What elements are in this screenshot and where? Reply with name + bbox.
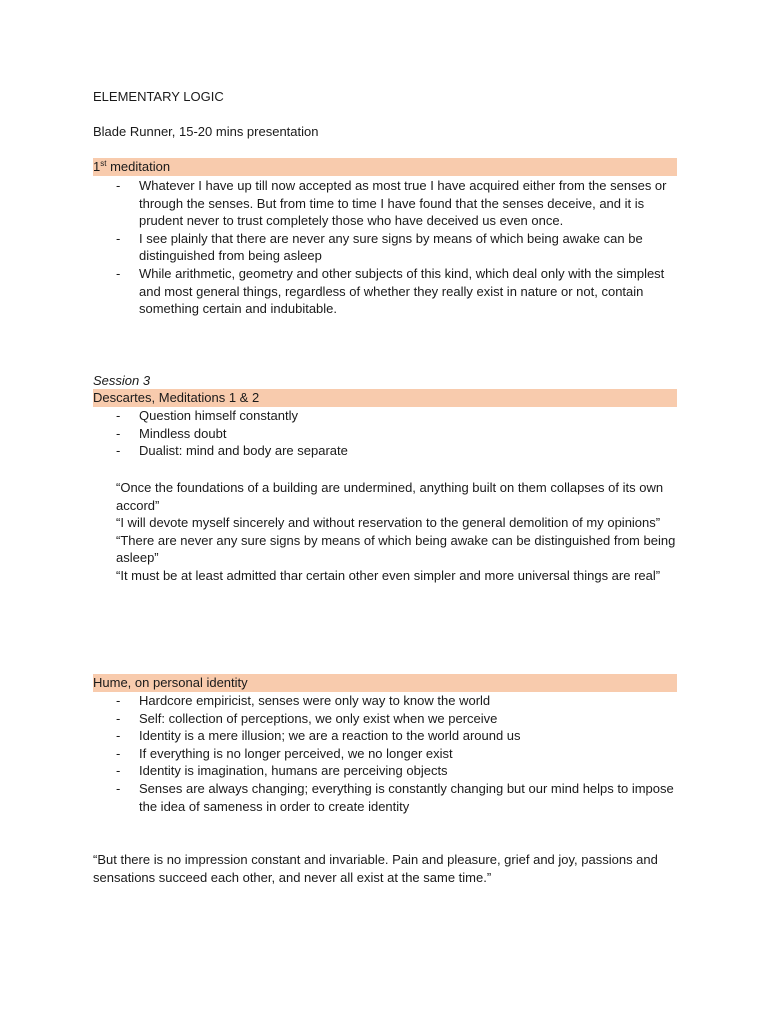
list-item — [93, 177, 677, 230]
list-item — [93, 407, 677, 425]
list-item — [93, 265, 677, 318]
descartes-list — [93, 407, 677, 460]
list-item — [93, 780, 677, 815]
list-item-text: Question himself constantly — [139, 408, 298, 423]
list-item — [93, 745, 677, 763]
list-item — [93, 727, 677, 745]
section-heading-hume: Hume, on personal identity — [93, 674, 677, 692]
list-item — [93, 692, 677, 710]
dash-bullet: - — [116, 728, 121, 744]
list-item-text: Whatever I have up till now accepted as most true I have acquired either from the senses or through the senses. But from time to time I have found that the senses deceive, and it is prudent never to trust completely those who have deceived us even once. — [139, 178, 667, 229]
list-item-text: Mindless doubt — [139, 425, 227, 441]
document-title: ELEMENTARY LOGIC — [93, 89, 224, 104]
list-item — [93, 762, 677, 780]
list-item-text: Hardcore empiricist, senses were only way to know the world — [139, 693, 491, 708]
descartes-quotes — [116, 479, 677, 585]
list-item — [93, 442, 677, 460]
document-subtitle: Blade Runner, 15-20 mins presentation — [93, 124, 319, 139]
list-item — [93, 425, 677, 443]
dash-bullet: - — [116, 408, 121, 423]
hume-list — [93, 692, 677, 815]
quote: “There are never any sure signs by means of which being awake can be distinguished from being asleep” — [116, 532, 676, 566]
list-item — [93, 710, 677, 728]
dash-bullet: - — [116, 693, 121, 708]
list-item-text: Senses are always changing; everything is constantly changing but our mind helps to impose the idea of sameness in order to create identity — [139, 780, 674, 814]
hume-closing-quote: “But there is no impression constant and invariable. Pain and pleasure, grief and joy, passions and sensations succeed each other, and never all exist at the same time.” — [93, 852, 658, 885]
list-item-text: Identity is imagination, humans are perceiving objects — [139, 763, 448, 779]
section-heading-descartes: Descartes, Meditations 1 & 2 — [93, 389, 677, 407]
list-item-text: If everything is no longer perceived, we no longer exist — [139, 745, 453, 761]
list-item-text: I see plainly that there are never any sure signs by means of which being awake can be distinguished from being asleep — [139, 230, 643, 264]
dash-bullet: - — [116, 265, 121, 281]
dash-bullet: - — [116, 763, 121, 779]
dash-bullet: - — [116, 745, 121, 761]
dash-bullet: - — [116, 425, 121, 441]
session-label: Session 3 — [93, 373, 151, 388]
quote: “I will devote myself sincerely and without reservation to the general demolition of my opinions” — [116, 515, 661, 531]
dash-bullet: - — [116, 230, 121, 246]
list-item-text: While arithmetic, geometry and other subjects of this kind, which deal only with the simplest and most general things, regardless of whether they really exist in nature or not, contain something certain and indubitable. — [139, 265, 665, 317]
quote: “It must be at least admitted thar certain other even simpler and more universal things are real” — [116, 567, 661, 583]
list-item-text: Identity is a mere illusion; we are a reaction to the world around us — [139, 728, 521, 744]
dash-bullet: - — [116, 178, 121, 193]
dash-bullet: - — [116, 710, 121, 726]
first-meditation-list — [93, 177, 677, 318]
heading-ordinal-suffix: st — [100, 159, 107, 168]
heading-text: meditation — [106, 159, 171, 174]
list-item — [93, 230, 677, 265]
heading-number: 1 — [93, 159, 101, 174]
list-item-text: Self: collection of perceptions, we only exist when we perceive — [139, 710, 498, 726]
list-item-text: Dualist: mind and body are separate — [139, 443, 348, 459]
dash-bullet: - — [116, 443, 121, 459]
section-heading-first-meditation — [93, 158, 677, 176]
dash-bullet: - — [116, 780, 121, 796]
quote: “Once the foundations of a building are undermined, anything built on them collapses of its own accord” — [116, 480, 664, 513]
